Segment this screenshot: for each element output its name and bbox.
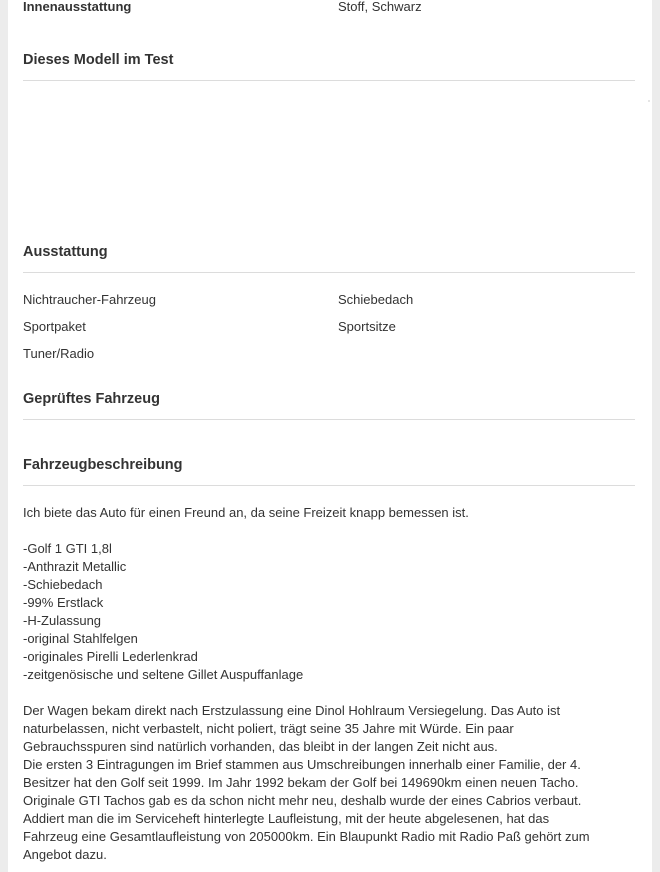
description-bullet: -H-Zulassung bbox=[23, 613, 102, 628]
equipment-item: Nichtraucher-Fahrzeug bbox=[23, 292, 156, 307]
section-title-checked: Geprüftes Fahrzeug bbox=[23, 391, 160, 407]
equipment-item: Schiebedach bbox=[338, 292, 414, 307]
listing-content bbox=[23, 0, 635, 872]
description-bullet: -Schiebedach bbox=[23, 577, 103, 592]
description-bullet: -original Stahlfelgen bbox=[23, 631, 138, 646]
section-divider bbox=[23, 419, 635, 420]
description-line: Originale GTI Tachos gab es da schon nicht mehr neu, deshalb wurde der eines Cabrios verbaut. bbox=[23, 793, 582, 808]
section-divider bbox=[23, 272, 635, 273]
equipment-item: Sportpaket bbox=[23, 319, 86, 334]
section-divider bbox=[23, 485, 635, 486]
decorative-dot bbox=[648, 100, 650, 102]
description-bullet: -zeitgenösische und seltene Gillet Auspuffanlage bbox=[23, 667, 304, 682]
section-title-test: Dieses Modell im Test bbox=[23, 52, 174, 68]
description-line: naturbelassen, nicht verbastelt, nicht poliert, trägt seine 35 Jahre mit Würde. Ein paar bbox=[23, 721, 514, 736]
description-line: Besitzer hat den Golf seit 1999. Im Jahr 1992 bekam der Golf bei 149690km einen neuen Tacho. bbox=[23, 775, 579, 790]
listing-card bbox=[8, 0, 652, 872]
section-divider bbox=[23, 80, 635, 81]
spec-value: Stoff, Schwarz bbox=[338, 0, 422, 14]
equipment-item: Tuner/Radio bbox=[23, 346, 95, 361]
equipment-row bbox=[23, 346, 635, 362]
description-bullet: -99% Erstlack bbox=[23, 595, 104, 610]
section-title-description: Fahrzeugbeschreibung bbox=[23, 457, 183, 473]
spec-label: Innenausstattung bbox=[23, 0, 132, 14]
equipment-row bbox=[23, 319, 635, 335]
description-line: Angebot dazu. bbox=[23, 847, 107, 862]
vehicle-description bbox=[23, 504, 623, 864]
description-line: Der Wagen bekam direkt nach Erstzulassung eine Dinol Hohlraum Versiegelung. Das Auto ist bbox=[23, 703, 561, 718]
description-bullet: -originales Pirelli Lederlenkrad bbox=[23, 649, 198, 664]
spec-row-interior bbox=[23, 0, 635, 15]
description-line: Die ersten 3 Eintragungen im Brief stammen aus Umschreibungen innerhalb einer Familie, der 4. bbox=[23, 757, 581, 772]
description-line: Gebrauchsspuren sind natürlich vorhanden, das bleibt in der langen Zeit nicht aus. bbox=[23, 739, 498, 754]
section-title-equipment: Ausstattung bbox=[23, 244, 108, 260]
description-bullet: -Anthrazit Metallic bbox=[23, 559, 127, 574]
description-line: Fahrzeug eine Gesamtlaufleistung von 205000km. Ein Blaupunkt Radio mit Radio Paß gehört zum bbox=[23, 829, 590, 844]
description-line: Addiert man die im Serviceheft hinterlegte Laufleistung, mit der heute abgelesenen, hat das bbox=[23, 811, 550, 826]
equipment-item: Sportsitze bbox=[338, 319, 396, 334]
description-bullet: -Golf 1 GTI 1,8l bbox=[23, 541, 112, 556]
equipment-row bbox=[23, 292, 635, 308]
description-intro: Ich biete das Auto für einen Freund an, da seine Freizeit knapp bemessen ist. bbox=[23, 505, 469, 520]
